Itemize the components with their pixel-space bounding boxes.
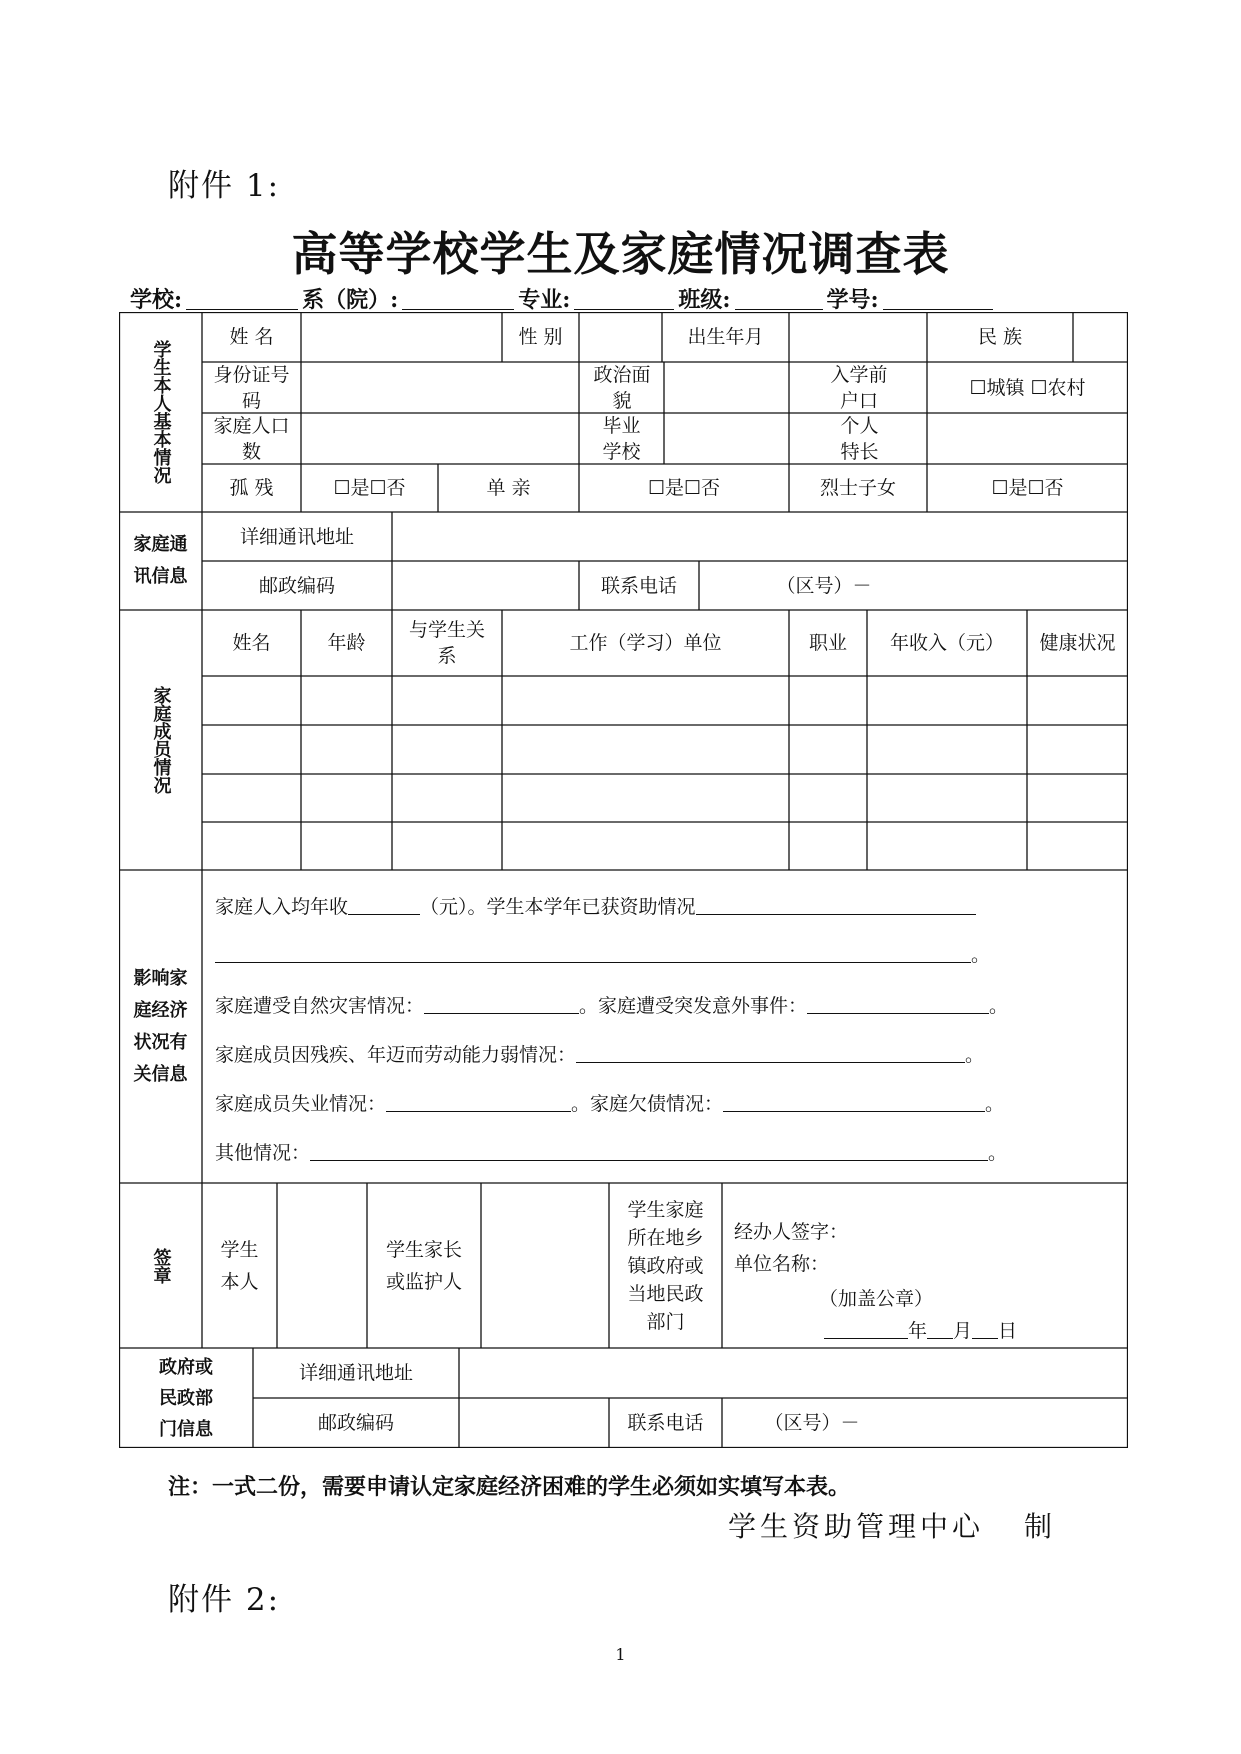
members-header-age: 年龄 — [327, 632, 366, 654]
gov-sign-line5: 部门 — [646, 1310, 685, 1333]
other-field[interactable] — [310, 1140, 988, 1161]
seal-note: （加盖公章） — [819, 1288, 934, 1310]
members-row[interactable] — [202, 676, 1128, 725]
contact-label-line1: 家庭通 — [133, 534, 188, 555]
ethnic-label: 民 族 — [977, 326, 1023, 348]
accident-period: 。 — [989, 995, 1009, 1017]
members-header-income: 年收入（元） — [889, 632, 1004, 654]
sid-label: 学号: — [826, 287, 879, 313]
unemployment-field[interactable] — [386, 1091, 571, 1112]
other-period: 。 — [988, 1142, 1008, 1164]
issuing-center-suffix: 制 — [1024, 1510, 1057, 1543]
sign-date — [824, 1318, 1017, 1344]
student-sign-line1: 学生 — [220, 1238, 259, 1261]
other-label: 其他情况： — [215, 1142, 311, 1164]
dept-field[interactable] — [402, 287, 514, 310]
political-label: 政治面貌 — [593, 363, 651, 412]
gov-sign-label — [609, 1183, 722, 1348]
disaster-field[interactable] — [424, 993, 579, 1014]
debt-period: 。 — [985, 1093, 1005, 1115]
gov-label-line3: 门信息 — [159, 1418, 213, 1440]
header-info-line — [130, 283, 997, 314]
ethnic-input[interactable] — [1073, 312, 1128, 362]
gov-address-label: 详细通讯地址 — [298, 1362, 413, 1384]
members-header-name: 姓名 — [232, 632, 271, 654]
student-sign-line2: 本人 — [220, 1270, 259, 1293]
income-field[interactable] — [348, 894, 420, 915]
day-label: 日 — [998, 1320, 1018, 1342]
birth-label: 出生年月 — [687, 326, 764, 348]
gov-label-line2: 民政部 — [159, 1387, 213, 1409]
section-basic-label: 学生本人基本情况 — [150, 340, 172, 484]
major-label: 专业: — [518, 287, 571, 313]
income-label: 家庭人入均年收 — [215, 896, 349, 918]
orphan-label: 孤 残 — [229, 477, 274, 499]
attachment-2-label: 附件 2: — [168, 1582, 281, 1618]
econ-line-other — [215, 1140, 1007, 1166]
accident-label: 。家庭遭受突发意外事件： — [579, 995, 808, 1017]
specialty-input[interactable] — [927, 413, 1128, 464]
gov-sign-line2: 所在地乡 — [627, 1226, 704, 1249]
disability-period: 。 — [965, 1044, 985, 1066]
members-row[interactable] — [202, 774, 1128, 822]
section-members-label: 家庭成员情况 — [150, 686, 172, 794]
class-label: 班级: — [678, 287, 731, 313]
dept-label: 系（院）: — [302, 287, 399, 313]
aid-label: （元）。学生本学年已获资助情况 — [420, 896, 696, 918]
single-parent-label: 单 亲 — [486, 477, 531, 499]
month-label: 月 — [953, 1320, 973, 1342]
grad-school-label: 毕业学校 — [602, 414, 641, 463]
gov-sign-line3: 镇政府或 — [627, 1254, 704, 1277]
accident-field[interactable] — [807, 993, 989, 1014]
hukou-label: 入学前户口 — [830, 363, 888, 412]
parent-signature-box[interactable] — [481, 1183, 609, 1348]
martyr-label: 烈士子女 — [819, 477, 896, 499]
postcode-label: 邮政编码 — [258, 574, 335, 597]
student-signature-box[interactable] — [277, 1183, 367, 1348]
birth-input[interactable] — [789, 312, 927, 362]
orphan-options[interactable]: ☐是☐否 — [333, 477, 406, 499]
form-note: 注：一式二份，需要申请认定家庭经济困难的学生必须如实填写本表。 — [168, 1475, 851, 1500]
student-sign-label — [202, 1183, 277, 1348]
sid-field[interactable] — [883, 287, 993, 310]
disability-field[interactable] — [576, 1042, 965, 1063]
issuing-center-name: 学生资助管理中心 — [728, 1510, 985, 1543]
gov-address-input[interactable] — [459, 1348, 1128, 1398]
phone-input[interactable]: （区号）－ — [776, 574, 872, 597]
postcode-input[interactable] — [392, 561, 579, 610]
year-field[interactable] — [824, 1318, 908, 1339]
family-count-input[interactable] — [301, 413, 579, 464]
gov-postcode-input[interactable] — [459, 1398, 609, 1448]
section-gov-label — [119, 1348, 253, 1448]
econ-label-line2: 庭经济 — [133, 999, 188, 1021]
handler-signature-label: 经办人签字： — [734, 1221, 849, 1243]
members-header-workplace: 工作（学习）单位 — [569, 632, 722, 654]
econ-line-unemployment — [215, 1091, 1004, 1117]
school-label: 学校: — [130, 287, 183, 313]
form-title: 高等学校学生及家庭情况调查表 — [291, 227, 950, 281]
gov-phone-label: 联系电话 — [627, 1412, 704, 1434]
school-field[interactable] — [186, 287, 298, 310]
parent-sign-label — [367, 1183, 481, 1348]
econ-line-disaster — [215, 993, 1008, 1019]
econ-line-aid-continued — [215, 942, 990, 968]
econ-label-line4: 关信息 — [133, 1063, 188, 1085]
gov-phone-input[interactable]: （区号）－ — [764, 1412, 860, 1434]
issuing-center — [728, 1505, 1056, 1545]
idcard-label: 身份证号码 — [213, 363, 290, 412]
address-label: 详细通讯地址 — [239, 525, 354, 548]
members-header-occupation: 职业 — [808, 632, 847, 654]
debt-field[interactable] — [723, 1091, 985, 1112]
major-field[interactable] — [574, 287, 674, 310]
contact-label-line2: 讯信息 — [133, 566, 188, 587]
name-label: 姓 名 — [229, 326, 274, 348]
gov-label-line1: 政府或 — [159, 1356, 213, 1378]
econ-label-line3: 状况有 — [133, 1031, 188, 1053]
gov-sign-line1: 学生家庭 — [627, 1198, 704, 1221]
disaster-label: 家庭遭受自然灾害情况： — [215, 995, 425, 1017]
econ-label-line1: 影响家 — [133, 967, 188, 989]
single-parent-options[interactable]: ☐是☐否 — [647, 477, 721, 499]
aid-field[interactable] — [696, 894, 976, 915]
day-field[interactable] — [972, 1318, 998, 1339]
political-input[interactable] — [664, 362, 789, 413]
debt-label: 。家庭欠债情况： — [571, 1093, 724, 1115]
attachment-label: 附件 1: — [168, 168, 281, 204]
aid-field-continued[interactable] — [215, 942, 971, 963]
unit-name-label: 单位名称： — [734, 1253, 830, 1275]
disability-label: 家庭成员因残疾、年迈而劳动能力弱情况： — [215, 1044, 577, 1066]
phone-label: 联系电话 — [600, 574, 677, 597]
class-field[interactable] — [735, 287, 823, 310]
idcard-input[interactable] — [301, 362, 579, 413]
unemployment-label: 家庭成员失业情况： — [215, 1093, 387, 1115]
aid-period: 。 — [971, 944, 991, 966]
section-sign-label: 签章 — [150, 1247, 172, 1284]
parent-sign-line2: 或监护人 — [385, 1270, 462, 1293]
hukou-options[interactable]: ☐城镇 ☐农村 — [969, 376, 1086, 399]
section-econ-label — [119, 870, 202, 1183]
martyr-options[interactable]: ☐是☐否 — [991, 477, 1064, 499]
gender-input[interactable] — [579, 312, 662, 362]
econ-line-disability — [215, 1042, 984, 1068]
name-input[interactable] — [301, 312, 502, 362]
gender-label: 性 别 — [518, 326, 563, 348]
members-header-relation: 与学生关系 — [409, 619, 486, 667]
survey-form — [119, 312, 1128, 1448]
parent-sign-line1: 学生家长 — [385, 1238, 462, 1261]
members-row[interactable] — [202, 725, 1128, 774]
grad-school-input[interactable] — [664, 413, 789, 464]
econ-line-income — [215, 894, 976, 920]
address-input[interactable] — [392, 512, 1128, 561]
specialty-label: 个人特长 — [840, 414, 879, 463]
year-label: 年 — [908, 1320, 928, 1342]
members-row[interactable] — [202, 822, 1128, 870]
gov-postcode-label: 邮政编码 — [317, 1412, 394, 1434]
gov-sign-line4: 当地民政 — [627, 1282, 704, 1305]
section-contact-label — [119, 512, 202, 610]
page-number: 1 — [615, 1645, 626, 1664]
members-header-health: 健康状况 — [1039, 632, 1116, 654]
month-field[interactable] — [927, 1318, 953, 1339]
family-count-label: 家庭人口数 — [213, 414, 290, 463]
